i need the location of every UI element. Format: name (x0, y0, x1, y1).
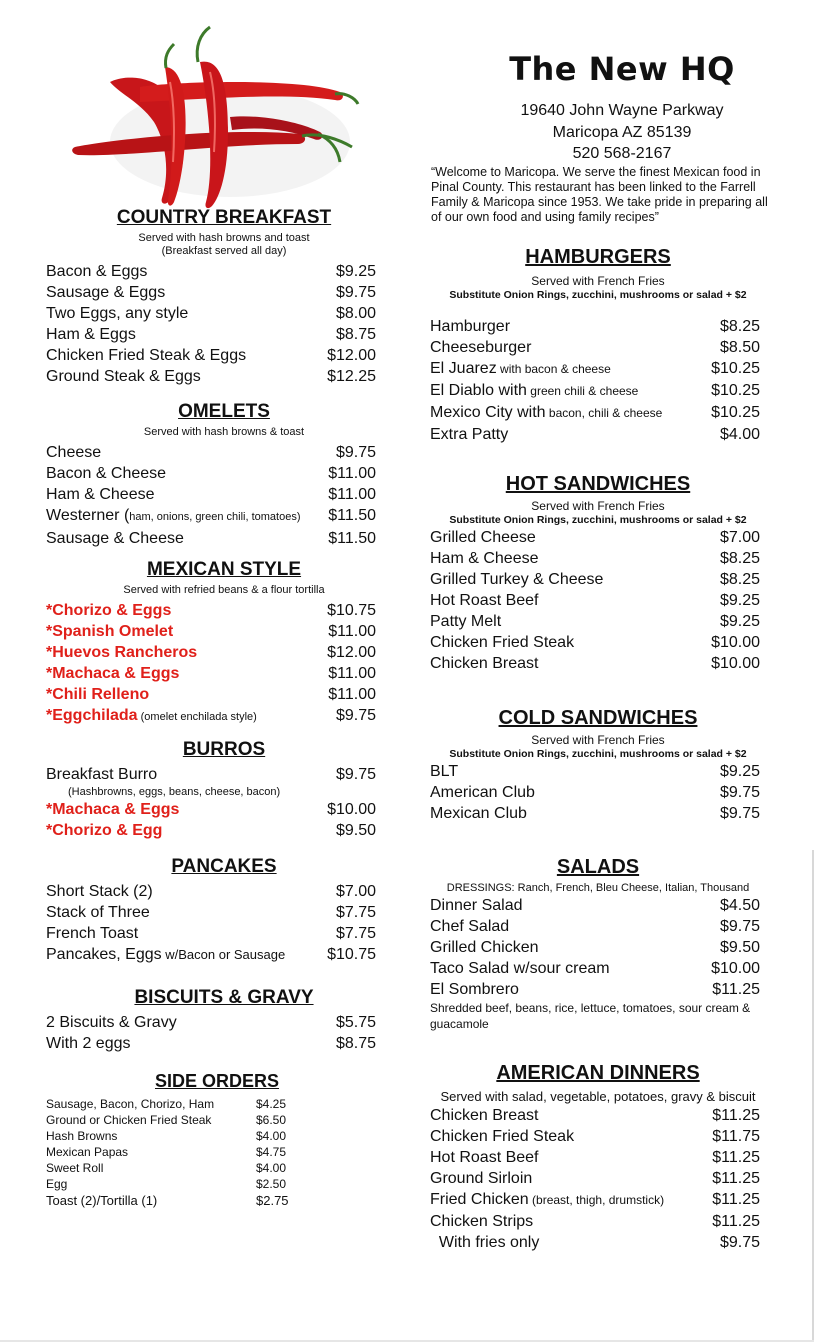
section-note: Substitute Onion Rings, zucchini, mushrooms or salad + $2 (449, 514, 747, 526)
section-title: COLD SANDWICHES (498, 707, 698, 729)
section-note: DRESSINGS: Ranch, French, Bleu Cheese, Italian, Thousand (446, 882, 750, 894)
section-title: BISCUITS & GRAVY (134, 987, 314, 1008)
menu-item: *Spanish Omelet $11.00 (46, 623, 376, 640)
menu-item: Sausage & Cheese $11.50 (46, 530, 376, 547)
menu-item: Ground or Chicken Fried Steak $6.50 (46, 1113, 287, 1127)
menu-item: Sweet Roll $4.00 (46, 1161, 287, 1175)
sombrero-note: Shredded beef, beans, rice, lettuce, tomatoes, sour cream & guacamole (430, 1001, 751, 1031)
menu-item: Taco Salad w/sour cream $10.00 (430, 960, 760, 977)
menu-item: Dinner Salad $4.50 (430, 897, 760, 914)
menu-item: With fries only $9.75 (430, 1234, 760, 1251)
menu-item: Extra Patty $4.00 (430, 426, 760, 443)
menu-item: Ground Steak & Eggs $12.25 (46, 368, 376, 385)
menu-item: Breakfast Burro $9.75 (46, 766, 376, 783)
menu-item: Mexican Club $9.75 (430, 805, 760, 822)
menu-item: El Sombrero $11.25 (430, 981, 760, 998)
section-title: MEXICAN STYLE (146, 559, 302, 580)
cold-sandwiches-section (430, 707, 760, 824)
mexican-style-section (46, 559, 376, 728)
side-orders-section (46, 1071, 316, 1210)
menu-item: Bacon & Eggs $9.25 (46, 263, 376, 280)
menu-item: Toast (2)/Tortilla (1) $2.75 (46, 1193, 289, 1208)
menu-item: Sausage & Eggs $9.75 (46, 284, 376, 301)
salads-section (430, 856, 760, 1032)
menu-item: Hamburger $8.25 (430, 318, 760, 335)
burro-note: (Hashbrowns, eggs, beans, cheese, bacon) (68, 786, 281, 798)
menu-item: El Diablo with green chili & cheese $10.25 (430, 382, 760, 399)
menu-item: *Chorizo & Eggs $10.75 (46, 602, 376, 619)
section-note: Served with French Fries (531, 274, 665, 288)
section-note: (Breakfast served all day) (161, 245, 287, 257)
section-title: AMERICAN DINNERS (496, 1062, 700, 1084)
stem-2 (165, 44, 174, 68)
menu-item: Hot Roast Beef $9.25 (430, 592, 760, 609)
menu-item: *Huevos Rancheros $12.00 (46, 644, 376, 661)
section-title: HAMBURGERS (525, 246, 671, 268)
chili-peppers-image (70, 22, 370, 212)
menu-item: Pancakes, Eggs w/Bacon or Sausage $10.75 (46, 946, 376, 963)
menu-item: Two Eggs, any style $8.00 (46, 305, 376, 322)
menu-item: Grilled Cheese $7.00 (430, 529, 760, 546)
address-line-2: Maricopa AZ 85139 (552, 124, 692, 141)
menu-item: Ground Sirloin $11.25 (430, 1170, 760, 1187)
menu-item: Westerner (ham, onions, green chili, tomatoes) $11.50 (46, 507, 376, 524)
menu-item: Chicken Breast $11.25 (430, 1107, 760, 1124)
section-title: SIDE ORDERS (154, 1071, 280, 1091)
section-title: HOT SANDWICHES (505, 473, 691, 495)
menu-item: Chicken Fried Steak $10.00 (430, 634, 760, 651)
pancakes-section (46, 856, 376, 965)
country-breakfast-section (46, 207, 376, 387)
menu-item: Stack of Three $7.75 (46, 904, 376, 921)
menu-item: Sausage, Bacon, Chorizo, Ham $4.25 (46, 1097, 287, 1111)
menu-item: Chef Salad $9.75 (430, 918, 760, 935)
menu-item: American Club $9.75 (430, 784, 760, 801)
menu-item: Chicken Breast $10.00 (430, 655, 760, 672)
menu-item: Mexico City with bacon, chili & cheese $10.25 (430, 404, 760, 421)
section-title: COUNTRY BREAKFAST (116, 207, 332, 228)
menu-item: Ham & Cheese $8.25 (430, 550, 760, 567)
menu-item: Bacon & Cheese $11.00 (46, 465, 376, 482)
menu-item: Egg $2.50 (46, 1177, 287, 1191)
menu-item: Cheese $9.75 (46, 444, 376, 461)
menu-item: *Eggchilada (omelet enchilada style) $9.75 (46, 707, 376, 724)
menu-item: Hash Browns $4.00 (46, 1129, 287, 1143)
menu-item: Chicken Fried Steak & Eggs $12.00 (46, 347, 376, 364)
section-note: Substitute Onion Rings, zucchini, mushrooms or salad + $2 (449, 748, 747, 760)
burros-section (46, 739, 376, 841)
hot-sandwiches-section (430, 473, 760, 674)
american-dinners-section (430, 1062, 760, 1253)
menu-item: Chicken Strips $11.25 (430, 1213, 760, 1230)
menu-item: Hot Roast Beef $11.25 (430, 1149, 760, 1166)
menu-item: Short Stack (2) $7.00 (46, 883, 376, 900)
section-title: PANCAKES (171, 856, 277, 877)
section-note: Substitute Onion Rings, zucchini, mushrooms or salad + $2 (449, 289, 747, 301)
restaurant-title: The New HQ (509, 50, 735, 88)
section-note: Served with salad, vegetable, potatoes, gravy & biscuit (440, 1089, 756, 1104)
menu-item: *Machaca & Eggs $11.00 (46, 665, 376, 682)
menu-item: French Toast $7.75 (46, 925, 376, 942)
omelets-section (46, 401, 376, 549)
menu-item: *Chorizo & Egg $9.50 (46, 822, 376, 839)
address-line-1: 19640 John Wayne Parkway (520, 102, 724, 119)
menu-item: Ham & Eggs $8.75 (46, 326, 376, 343)
menu-item: El Juarez with bacon & cheese $10.25 (430, 360, 760, 377)
section-note: Served with refried beans & a flour tortilla (123, 584, 325, 596)
menu-item: *Machaca & Eggs $10.00 (46, 801, 376, 818)
menu-item: Cheeseburger $8.50 (430, 339, 760, 356)
menu-item: 2 Biscuits & Gravy $5.75 (46, 1014, 376, 1031)
menu-item: Chicken Fried Steak $11.75 (430, 1128, 760, 1145)
section-title: SALADS (556, 856, 640, 878)
section-title: OMELETS (178, 401, 270, 422)
menu-item: Ham & Cheese $11.00 (46, 486, 376, 503)
menu-item: Grilled Turkey & Cheese $8.25 (430, 571, 760, 588)
section-title: BURROS (182, 739, 266, 760)
menu-item: Fried Chicken (breast, thigh, drumstick) $11.25 (430, 1191, 760, 1208)
menu-item: With 2 eggs $8.75 (46, 1035, 376, 1052)
menu-item: *Chili Relleno $11.00 (46, 686, 376, 703)
section-note: Served with French Fries (531, 733, 665, 747)
stem-1 (197, 27, 210, 62)
hamburgers-section (430, 246, 760, 445)
section-note: Served with hash browns and toast (138, 232, 310, 244)
menu-item: BLT $9.25 (430, 763, 760, 780)
section-note: Served with French Fries (531, 499, 665, 513)
menu-item: Grilled Chicken $9.50 (430, 939, 760, 956)
welcome-blurb: “Welcome to Maricopa. We serve the finest Mexican food in Pinal County. This restaurant has been linked to the Farrell Family & Maricopa since 1953. We take pride in preparing all of our own food and using family recipes” (431, 165, 768, 224)
phone-number: 520 568-2167 (572, 145, 672, 162)
biscuits-section (46, 987, 376, 1054)
menu-item: Mexican Papas $4.75 (46, 1145, 287, 1159)
menu-item: Patty Melt $9.25 (430, 613, 760, 630)
section-note: Served with hash browns & toast (143, 426, 305, 438)
